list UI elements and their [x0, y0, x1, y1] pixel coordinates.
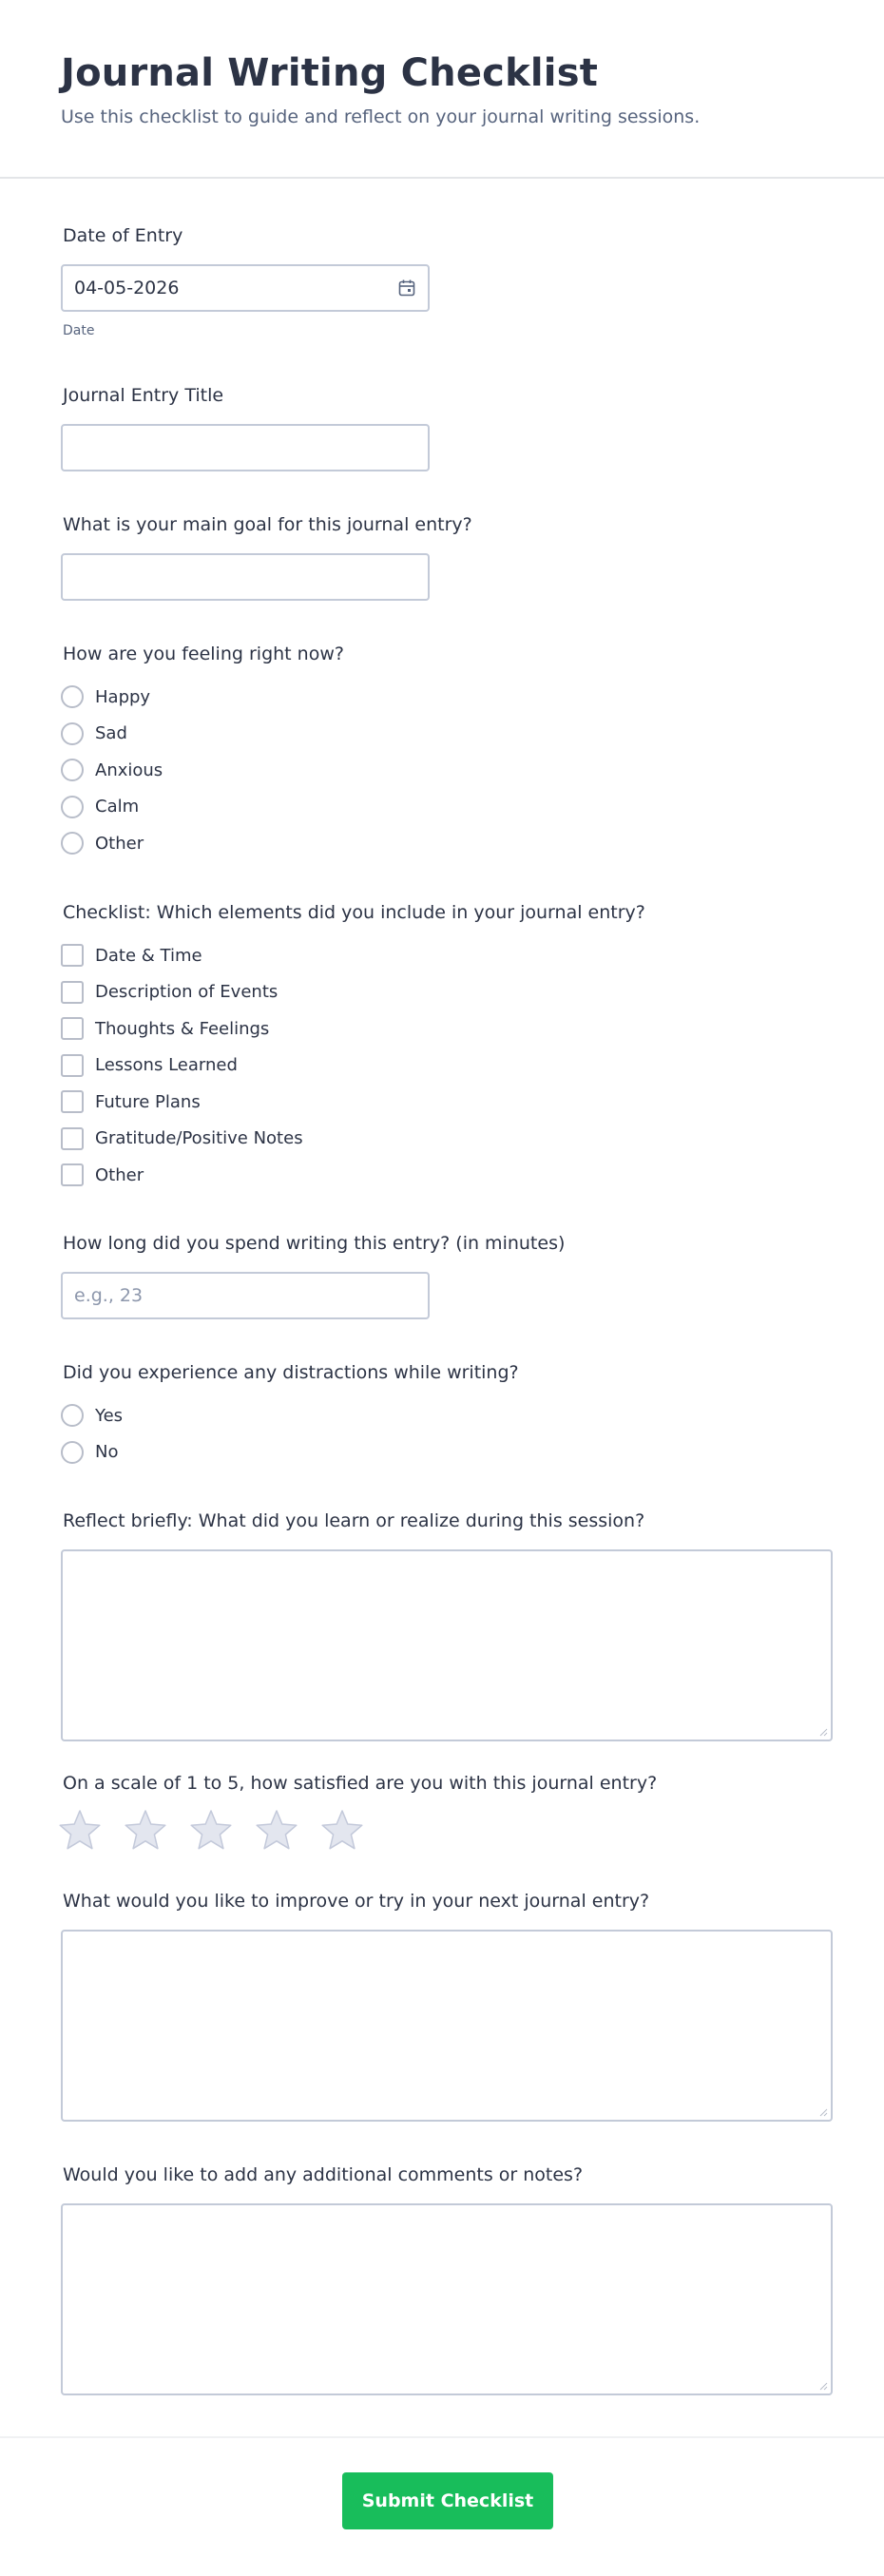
form-subtitle: Use this checklist to guide and reflect on your journal writing sessions.	[61, 106, 701, 127]
radio-button[interactable]	[61, 685, 84, 708]
feeling-option-label: Calm	[95, 797, 140, 817]
duration-input[interactable]	[61, 1272, 430, 1319]
element-option-thoughts-feelings[interactable]	[61, 1010, 833, 1048]
rating-field	[61, 1772, 833, 1852]
element-option-label: Thoughts & Feelings	[95, 1018, 270, 1039]
element-option-label: Description of Events	[95, 982, 279, 1003]
element-option-label: Other	[95, 1164, 144, 1185]
reflect-field	[61, 1509, 833, 1741]
reflect-textarea[interactable]	[61, 1549, 833, 1741]
resize-grip-icon[interactable]	[818, 1727, 828, 1737]
distraction-option-no[interactable]	[61, 1434, 833, 1471]
element-option-other[interactable]	[61, 1157, 833, 1194]
journal-title-label: Journal Entry Title	[63, 385, 224, 406]
form-header	[0, 0, 884, 179]
comments-textarea[interactable]	[61, 2203, 833, 2395]
distraction-option-label: No	[95, 1442, 119, 1463]
feeling-label: How are you feeling right now?	[63, 644, 344, 664]
radio-button[interactable]	[61, 1441, 84, 1464]
checkbox[interactable]	[61, 944, 84, 967]
feeling-options	[61, 679, 833, 862]
element-option-gratitude[interactable]	[61, 1121, 833, 1158]
form-title: Journal Writing Checklist	[61, 51, 599, 95]
feeling-option-anxious[interactable]	[61, 752, 833, 789]
date-input[interactable]	[61, 264, 430, 312]
comments-label: Would you like to add any additional comments or notes?	[63, 2164, 584, 2185]
improve-textarea[interactable]	[61, 1930, 833, 2122]
feeling-option-other[interactable]	[61, 825, 833, 862]
element-option-lessons-learned[interactable]	[61, 1048, 833, 1085]
resize-grip-icon[interactable]	[818, 2381, 828, 2391]
element-option-future-plans[interactable]	[61, 1084, 833, 1121]
feeling-option-label: Sad	[95, 723, 127, 744]
star-2-icon[interactable]	[123, 1808, 168, 1852]
distraction-options	[61, 1397, 833, 1471]
form-body	[0, 179, 884, 2436]
checkbox[interactable]	[61, 1127, 84, 1150]
star-1-icon[interactable]	[57, 1808, 103, 1852]
date-of-entry-field	[61, 224, 833, 338]
resize-grip-icon[interactable]	[818, 2107, 828, 2117]
radio-button[interactable]	[61, 796, 84, 818]
date-input-wrapper	[61, 264, 430, 312]
element-option-label: Date & Time	[95, 945, 202, 966]
date-of-entry-label: Date of Entry	[63, 225, 183, 246]
duration-label: How long did you spend writing this entry? (in minutes)	[63, 1233, 566, 1254]
checkbox[interactable]	[61, 1017, 84, 1040]
element-option-date-time[interactable]	[61, 937, 833, 974]
radio-button[interactable]	[61, 832, 84, 855]
rating-label: On a scale of 1 to 5, how satisfied are you with this journal entry?	[63, 1773, 658, 1794]
feeling-option-label: Happy	[95, 686, 151, 707]
main-goal-label: What is your main goal for this journal entry?	[63, 514, 472, 535]
distraction-field	[61, 1361, 833, 1471]
feeling-option-sad[interactable]	[61, 716, 833, 753]
date-sublabel: Date	[63, 323, 95, 338]
radio-button[interactable]	[61, 1404, 84, 1427]
feeling-field	[61, 643, 833, 862]
star-3-icon[interactable]	[188, 1808, 234, 1852]
improve-label: What would you like to improve or try in your next journal entry?	[63, 1891, 650, 1912]
improve-field	[61, 1890, 833, 2122]
form-footer	[0, 2436, 884, 2576]
feeling-option-calm[interactable]	[61, 789, 833, 826]
calendar-icon[interactable]	[397, 279, 416, 298]
element-option-label: Future Plans	[95, 1091, 201, 1112]
journal-title-field	[61, 384, 833, 471]
star-4-icon[interactable]	[254, 1808, 299, 1852]
radio-button[interactable]	[61, 722, 84, 745]
comments-field	[61, 2163, 833, 2395]
main-goal-field	[61, 513, 833, 601]
element-option-label: Lessons Learned	[95, 1055, 238, 1076]
distraction-label: Did you experience any distractions while writing?	[63, 1362, 519, 1383]
checkbox[interactable]	[61, 1163, 84, 1186]
checkbox[interactable]	[61, 981, 84, 1004]
distraction-option-yes[interactable]	[61, 1397, 833, 1434]
journal-title-input[interactable]	[61, 424, 430, 471]
star-5-icon[interactable]	[319, 1808, 365, 1852]
distraction-option-label: Yes	[95, 1405, 124, 1426]
submit-checklist-button[interactable]: Submit Checklist	[342, 2472, 553, 2529]
radio-button[interactable]	[61, 759, 84, 781]
main-goal-input[interactable]	[61, 553, 430, 601]
feeling-option-label: Anxious	[95, 759, 163, 780]
checkbox[interactable]	[61, 1090, 84, 1113]
element-option-label: Gratitude/Positive Notes	[95, 1128, 303, 1149]
element-option-description-of-events[interactable]	[61, 974, 833, 1011]
star-rating	[57, 1808, 833, 1852]
feeling-option-label: Other	[95, 833, 144, 854]
elements-label: Checklist: Which elements did you include in your journal entry?	[63, 902, 645, 923]
feeling-option-happy[interactable]	[61, 679, 833, 716]
duration-field	[61, 1232, 833, 1319]
elements-field	[61, 901, 833, 1194]
reflect-label: Reflect briefly: What did you learn or realize during this session?	[63, 1510, 645, 1531]
elements-options	[61, 937, 833, 1194]
checkbox[interactable]	[61, 1054, 84, 1077]
